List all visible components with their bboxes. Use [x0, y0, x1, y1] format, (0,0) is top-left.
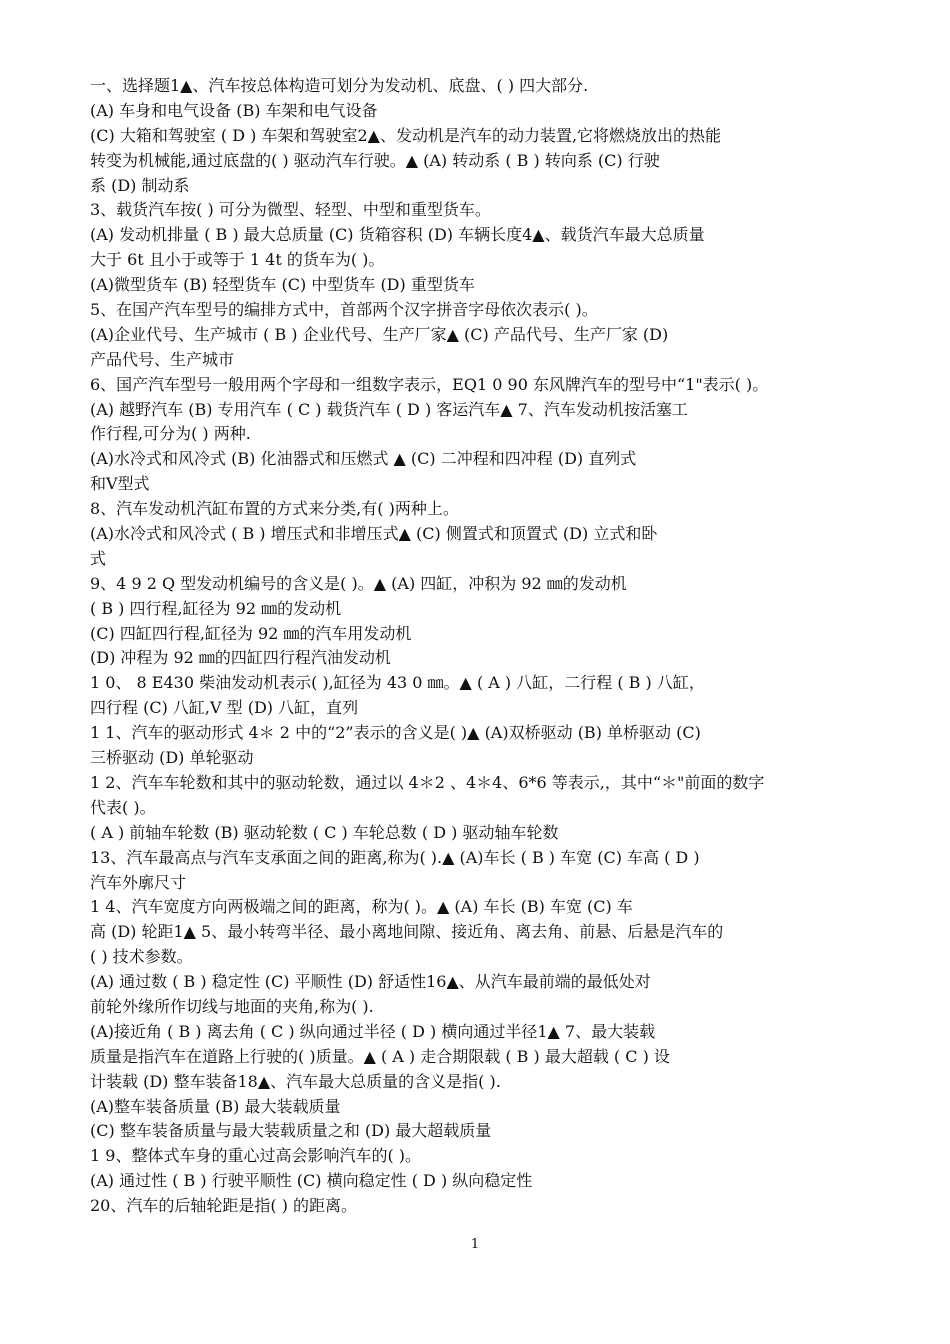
text-line: 1 1、汽车的驱动形式 4＊ 2 中的“2”表示的含义是( )▲ (A)双桥驱动 (B) 单桥驱动 (C): [90, 723, 701, 743]
text-line: 13、汽车最高点与汽车支承面之间的距离,称为( ).▲ (A)车长 ( B ) 车宽 (C) 车高 ( D ): [90, 847, 700, 867]
text-line: 转变为机械能,通过底盘的( ) 驱动汽车行驶。▲ (A) 转动系 ( B ) 转向系 (C) 行驶: [90, 150, 660, 170]
text-line: (A)接近角 ( B ) 离去角 ( C ) 纵向通过半径 ( D ) 横向通过半径1▲ 7、最大装载: [90, 1021, 656, 1041]
text-line: (C) 四缸四行程,缸径为 92 ㎜的汽车用发动机: [90, 623, 412, 643]
text-line: 3、载货汽车按( ) 可分为微型、轻型、中型和重型货车。: [90, 200, 491, 220]
text-line: 6、国产汽车型号一般用两个字母和一组数字表示，EQ1 0 90 东风牌汽车的型号中“1"表示( )。: [90, 374, 769, 394]
text-line: 产品代号、生产城市: [90, 349, 235, 369]
text-line: 汽车外廓尺寸: [90, 872, 187, 892]
text-line: (C) 整车装备质量与最大装载质量之和 (D) 最大超载质量: [90, 1121, 492, 1141]
text-line: (A)整车装备质量 (B) 最大装载质量: [90, 1096, 341, 1116]
text-line: 一、选择题1▲、汽车按总体构造可划分为发动机、底盘、( ) 四大部分.: [90, 76, 589, 95]
text-line: (A)水冷式和风冷式 (B) 化油器式和压燃式 ▲ (C) 二冲程和四冲程 (D) 直列式: [90, 449, 637, 469]
text-line: 式: [90, 548, 107, 568]
text-line: ( B ) 四行程,缸径为 92 ㎜的发动机: [90, 598, 342, 618]
text-line: 代表( )。: [90, 797, 156, 817]
text-line: 系 (D) 制动系: [90, 175, 190, 195]
text-line: 大于 6t 且小于或等于 1 4t 的货车为( )。: [90, 250, 385, 270]
text-line: (A) 发动机排量 ( B ) 最大总质量 (C) 货箱容积 (D) 车辆长度4▲、载货汽车最大总质量: [90, 225, 705, 245]
text-line: 和Ⅴ型式: [90, 474, 150, 494]
text-line: (A) 通过性 ( B ) 行驶平顺性 (C) 横向稳定性 ( D ) 纵向稳定性: [90, 1171, 533, 1191]
text-line: ( A ) 前轴车轮数 (B) 驱动轮数 ( C ) 车轮总数 ( D ) 驱动轴车轮数: [90, 822, 559, 842]
text-line: 9、4 9 2 Q 型发动机编号的含义是( )。▲ (A) 四缸，冲积为 92 ㎜的发动机: [90, 573, 627, 593]
text-line: 8、汽车发动机汽缸布置的方式来分类,有( )两种上。: [90, 499, 459, 519]
text-line: (A)微型货车 (B) 轻型货车 (C) 中型货车 (D) 重型货车: [90, 275, 475, 295]
question-body: [90, 74, 860, 1219]
text-line: 5、在国产汽车型号的编排方式中，首部两个汉字拼音字母依次表示( )。: [90, 300, 598, 320]
text-line: (C) 大箱和驾驶室 ( D ) 车架和驾驶室2▲、发动机是汽车的动力装置,它将燃烧放出的热能: [90, 125, 722, 145]
text-line: (A) 越野汽车 (B) 专用汽车 ( C ) 载货汽车 ( D ) 客运汽车▲ 7、汽车发动机按活塞工: [90, 399, 688, 419]
text-line: 作行程,可分为( ) 两种.: [90, 424, 251, 444]
text-line: 20、汽车的后轴轮距是指( ) 的距离。: [90, 1196, 358, 1216]
text-line: 计装载 (D) 整车装备18▲、汽车最大总质量的含义是指( ).: [90, 1071, 501, 1091]
text-line: 三桥驱动 (D) 单轮驱动: [90, 748, 254, 768]
text-line: 四行程 (C) 八缸,V 型 (D) 八缸，直列: [90, 698, 359, 718]
text-line: 1 9、整体式车身的重心过高会影响汽车的( )。: [90, 1146, 422, 1166]
text-line: 高 (D) 轮距1▲ 5、最小转弯半径、最小离地间隙、接近角、离去角、前悬、后悬是汽车的: [90, 922, 724, 942]
text-line: (A)企业代号、生产城市 ( B ) 企业代号、生产厂家▲ (C) 产品代号、生产厂家 (D): [90, 324, 669, 344]
text-line: (A) 通过数 ( B ) 稳定性 (C) 平顺性 (D) 舒适性16▲、从汽车最前端的最低处对: [90, 972, 651, 992]
text-line: (A) 车身和电气设备 (B) 车架和电气设备: [90, 100, 378, 120]
text-line: (A)水冷式和风冷式 ( B ) 增压式和非增压式▲ (C) 侧置式和顶置式 (D) 立式和卧: [90, 524, 658, 544]
text-line: 前轮外缘所作切线与地面的夹角,称为( ).: [90, 996, 374, 1016]
page-number: 1: [470, 1237, 480, 1252]
text-line: 质量是指汽车在道路上行驶的( )质量。▲ ( A ) 走合期限载 ( B ) 最大超载 ( C ) 设: [90, 1046, 670, 1066]
text-line: 1 2、汽车车轮数和其中的驱动轮数，通过以 4＊2 、4＊4、6*6 等表示,，其中“＊"前面的数字: [90, 772, 765, 792]
text-line: 1 4、汽车宽度方向两极端之间的距离，称为( )。▲ (A) 车长 (B) 车宽 (C) 车: [90, 897, 633, 917]
text-line: ( ) 技术参数。: [90, 947, 193, 967]
text-line: (D) 冲程为 92 ㎜的四缸四行程汽油发动机: [90, 648, 391, 668]
text-line: 1 0、 8 E430 柴油发动机表示( ),缸径为 43 0 ㎜。▲ ( A ) 八缸，二行程 ( B ) 八缸，: [90, 673, 705, 693]
